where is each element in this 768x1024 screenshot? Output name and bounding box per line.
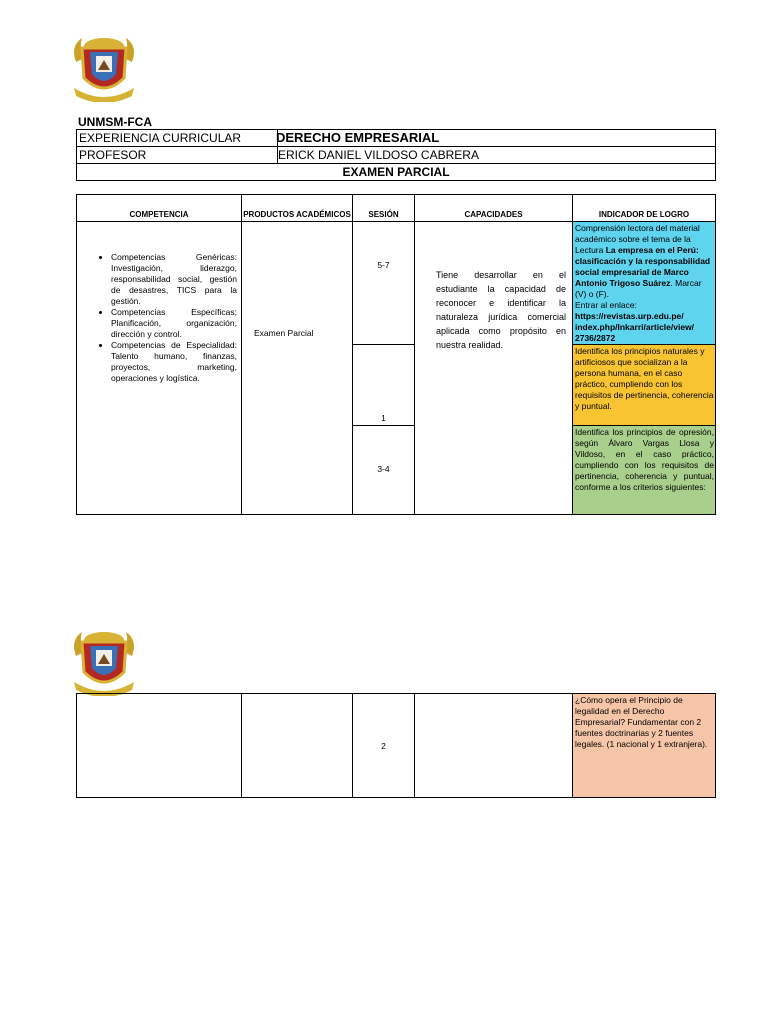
reading-title: La empresa en el Perú: clasificación y la responsabilidad social empresarial de Marco Antonio Trigoso Suárez xyxy=(575,245,711,288)
session-cell: 2 xyxy=(353,694,415,798)
university-logo xyxy=(68,32,140,102)
teacher-name: ERICK DANIEL VILDOSO CABRERA xyxy=(278,147,716,164)
producto-cell: Examen Parcial xyxy=(242,222,353,515)
session-cell: 3-4 xyxy=(353,426,415,515)
indicador-cell: Identifica los principios naturales y artificiosos que socializan a la persona humana, en el caso práctico, cumpliendo con los requisitos de pertinencia, coherencia y puntual. xyxy=(573,345,716,426)
col-header-productos: PRODUCTOS ACADÉMICOS xyxy=(242,195,353,222)
evaluation-table-continued xyxy=(76,693,716,798)
list-item: • Competencias Específicas; Planificación, organización, dirección y control. xyxy=(111,307,237,340)
competencia-list xyxy=(85,252,237,384)
list-item: • Competencias Genéricas: Investigación, liderazgo, responsabilidad social, gestión de desastres, TICS para la gestión. xyxy=(111,252,237,307)
table-row xyxy=(77,694,716,798)
indicador-cell: Comprensión lectora del material académico sobre el tema de la Lectura La empresa en el Perú: clasificación y la responsabilidad social empresarial de Marco Antonio Trigoso Suárez. Marcar (V) o (F). Entrar al enlace: https://revistas.urp.edu.pe/ index.php/Inkarri/article/view/ 2736/2872 xyxy=(573,222,716,345)
list-item: • Competencias de Especialidad: Talento humano, finanzas, proyectos, marketing, operaciones y logística. xyxy=(111,340,237,384)
col-header-capacidades: CAPACIDADES xyxy=(415,195,573,222)
reading-link[interactable]: https://revistas.urp.edu.pe/ index.php/Inkarri/article/view/ 2736/2872 xyxy=(575,311,695,343)
table-header-row xyxy=(77,195,716,222)
evaluation-table xyxy=(76,194,716,515)
table-row xyxy=(77,222,716,345)
indicador-cell: Identifica los principios de opresión, según Álvaro Vargas Llosa y Vildoso, en el caso práctico, cumpliendo con los requisitos de pertinencia, coherencia y puntual, conforme a los criterios siguientes: xyxy=(573,426,716,515)
session-cell: 5-7 xyxy=(353,222,415,345)
teacher-label: PROFESOR xyxy=(77,147,278,164)
university-logo xyxy=(68,626,140,696)
course-label: EXPERIENCIA CURRICULAR xyxy=(77,130,278,147)
col-header-indicador: INDICADOR DE LOGRO xyxy=(573,195,716,222)
exam-title: EXAMEN PARCIAL xyxy=(77,164,716,181)
indicador-cell: ¿Cómo opera el Principio de legalidad en el Derecho Empresarial? Fundamentar con 2 fuentes doctrinarias y 2 fuentes legales. (1 nacional y 1 extranjera). xyxy=(573,694,716,798)
capacidades-cell xyxy=(415,694,573,798)
col-header-sesion: SESIÓN xyxy=(353,195,415,222)
course-header xyxy=(76,129,716,181)
producto-cell xyxy=(242,694,353,798)
session-cell: 1 xyxy=(353,345,415,426)
col-header-competencia: COMPETENCIA xyxy=(77,195,242,222)
competencia-cell xyxy=(77,694,242,798)
competencia-cell xyxy=(77,222,242,515)
capacidades-cell: Tiene desarrollar en el estudiante la capacidad de reconocer e identificar la naturaleza jurídica comercial aplicada como propósito en nuestra realidad. xyxy=(415,222,573,515)
organization-name: UNMSM-FCA xyxy=(78,115,152,129)
course-name: DERECHO EMPRESARIAL xyxy=(276,130,440,145)
